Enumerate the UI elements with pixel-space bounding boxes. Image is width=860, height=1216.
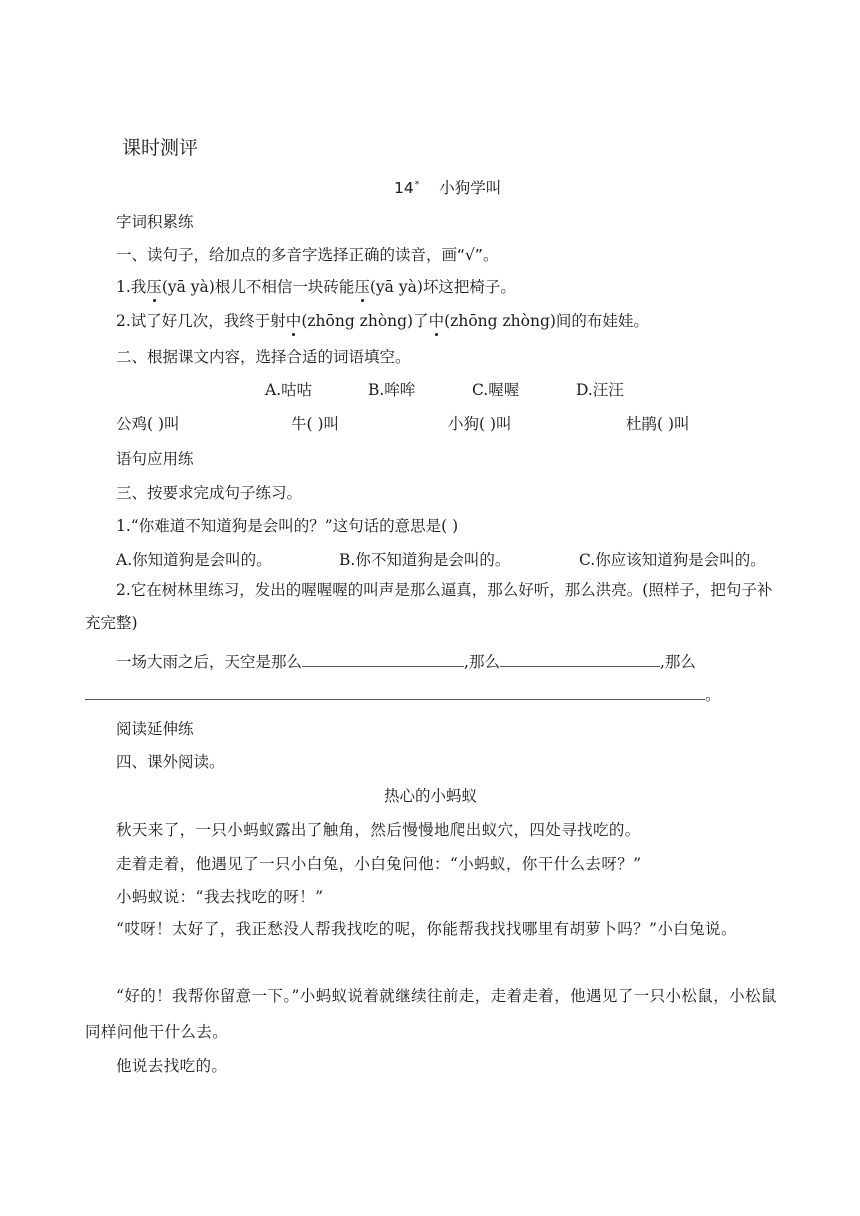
question-4-title: 四、课外阅读。 <box>116 753 225 771</box>
fill-text: 一场大雨之后，天空是那么 <box>116 653 303 671</box>
question-2-option-d: D.汪汪 <box>576 381 624 399</box>
question-2-option-b: B.哞哞 <box>368 381 416 399</box>
lesson-star: * <box>414 179 420 190</box>
page-header-title: 课时测评 <box>122 137 199 159</box>
question-2-blank-puppy[interactable]: 小狗( )叫 <box>448 415 512 433</box>
story-paragraph: 小蚂蚁说：“我去找吃的呀！” <box>116 888 324 906</box>
question-2-blank-cow[interactable]: 牛( )叫 <box>291 415 340 433</box>
question-2-blank-rooster[interactable]: 公鸡( )叫 <box>116 415 180 433</box>
question-1-sentence-1 <box>116 275 516 297</box>
question-1-sentence-2 <box>116 309 649 331</box>
question-2-option-c: C.喔喔 <box>472 381 520 399</box>
story-paragraph: 秋天来了，一只小蚂蚁露出了触角，然后慢慢地爬出蚁穴，四处寻找吃的。 <box>116 821 641 839</box>
question-3-title: 三、按要求完成句子练习。 <box>116 484 303 502</box>
story-paragraph: 他说去找吃的。 <box>116 1057 228 1075</box>
question-1-title: 一、读句子，给加点的多音字选择正确的读音，画“√”。 <box>116 246 499 264</box>
lesson-number: 14 <box>394 179 414 197</box>
lesson-title <box>394 176 501 198</box>
sentence-text: (yā yà)根儿不相信一块砖能 <box>161 278 355 296</box>
dotted-character: 中 <box>429 309 445 331</box>
question-3-option-c: C.你应该知道狗是会叫的。 <box>579 551 766 569</box>
section-heading-reading: 阅读延伸练 <box>116 720 194 738</box>
question-2-blank-cuckoo[interactable]: 杜鹃( )叫 <box>626 415 690 433</box>
story-title: 热心的小蚂蚁 <box>384 787 478 805</box>
story-paragraph: “哎呀！太好了，我正愁没人帮我找吃的呢，你能帮我找找哪里有胡萝卜吗？”小白兔说。 <box>116 920 737 938</box>
story-paragraph: 走着走着，他遇见了一只小白兔，小白兔问他：“小蚂蚁，你干什么去呀？” <box>116 855 642 873</box>
question-2-title: 二、根据课文内容，选择合适的词语填空。 <box>116 348 411 366</box>
section-heading-sentences: 语句应用练 <box>116 450 194 468</box>
sentence-text: (zhōng zhòng)了 <box>301 312 429 330</box>
question-3-option-b: B.你不知道狗是会叫的。 <box>339 551 511 569</box>
fill-blank-2[interactable] <box>500 652 660 667</box>
sentence-text: (yā yà)坏这把椅子。 <box>369 278 516 296</box>
fill-end: 。 <box>705 686 721 704</box>
sentence-text: (zhōng zhòng)间的布娃娃。 <box>444 312 649 330</box>
question-3-sentence-1: 1.“你难道不知道狗是会叫的？”这句话的意思是( ) <box>116 517 459 535</box>
question-3-option-a: A.你知道狗是会叫的。 <box>116 551 272 569</box>
fill-text: ,那么 <box>464 653 500 671</box>
question-3-sentence-2: 2.它在树林里练习，发出的喔喔喔的叫声是那么逼真，那么好听，那么洪亮。(照样子，把句子补充完整) <box>85 581 773 632</box>
fill-text: ,那么 <box>659 653 696 671</box>
fill-blank-1[interactable] <box>302 652 464 667</box>
dotted-character: 压 <box>146 275 162 297</box>
question-3-fill-line-1 <box>116 650 696 672</box>
dotted-character: 压 <box>354 275 370 297</box>
fill-blank-3[interactable] <box>85 685 705 700</box>
sentence-text: 2.试了好几次，我终于射 <box>116 312 286 330</box>
dotted-character: 中 <box>286 309 302 331</box>
lesson-name: 小狗学叫 <box>439 179 502 197</box>
question-3-fill-line-2 <box>85 683 721 705</box>
story-paragraph: “好的！我帮你留意一下。”小蚂蚁说着就继续往前走，走着走着，他遇见了一只小松鼠，小松鼠同样问他干什么去。 <box>85 987 777 1041</box>
sentence-text: 1.我 <box>116 278 147 296</box>
section-heading-vocabulary: 字词积累练 <box>116 213 194 231</box>
question-2-option-a: A.咕咕 <box>265 381 313 399</box>
